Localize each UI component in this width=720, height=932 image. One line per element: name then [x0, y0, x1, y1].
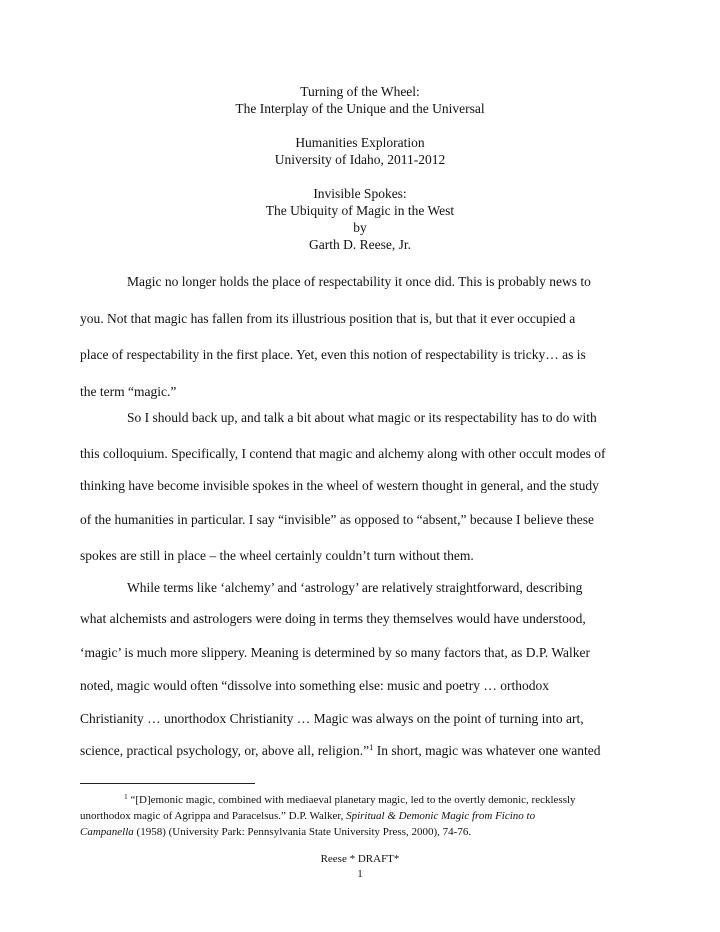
- body-line: thinking have become invisible spokes in the wheel of western thought in general, and the study: [80, 478, 599, 493]
- body-line: of the humanities in particular. I say “invisible” as opposed to “absent,” because I believe these: [80, 512, 594, 527]
- page-footer: [80, 852, 640, 882]
- draft-label: Reese * DRAFT*: [320, 853, 400, 865]
- body-line: you. Not that magic has fallen from its illustrious position that is, but that it ever occupied a: [80, 311, 576, 326]
- byline-by: by: [353, 220, 367, 235]
- book-title: Spiritual & Demonic Magic from Ficino to: [346, 810, 536, 822]
- body-line: place of respectability in the first place. Yet, even this notion of respectability is tricky… as is: [80, 347, 586, 362]
- footnote-reference[interactable]: 1: [369, 742, 374, 752]
- main-title: Turning of the Wheel:: [300, 84, 420, 99]
- body-line: Magic no longer holds the place of respectability it once did. This is probably news to: [127, 274, 591, 289]
- body-line: the term “magic.”: [80, 384, 177, 399]
- footnote-divider: [80, 783, 255, 784]
- footnote: [80, 792, 652, 840]
- footnote-line: Campanella (1958) (University Park: Pennsylvania State University Press, 2000), 74-76.: [80, 826, 472, 838]
- body-line: Christianity … unorthodox Christianity … Magic was always on the point of turning into art,: [80, 711, 584, 726]
- subtitle: The Interplay of the Unique and the Universal: [235, 101, 485, 116]
- title-block: [80, 83, 640, 117]
- program-block: [80, 134, 640, 168]
- body-text-segment: science, practical psychology, or, above all, religion.”: [80, 743, 370, 758]
- body-text-segment: In short, magic was whatever one wanted: [373, 743, 601, 758]
- page-number: 1: [357, 868, 363, 880]
- essay-title-block: [80, 185, 640, 253]
- body-line: what alchemists and astrologers were doing in terms they themselves would have understood,: [80, 611, 586, 626]
- body-line-with-footnote: [80, 741, 601, 761]
- body-line: noted, magic would often “dissolve into something else: music and poetry … orthodox: [80, 678, 550, 693]
- body-line: this colloquium. Specifically, I contend that magic and alchemy along with other occult modes of: [80, 446, 606, 461]
- footnote-marker: 1: [124, 792, 128, 801]
- body-line: So I should back up, and talk a bit about what magic or its respectability has to do with: [127, 410, 597, 425]
- body-line: ‘magic’ is much more slippery. Meaning is determined by so many factors that, as D.P. Walker: [80, 645, 591, 660]
- book-title: Campanella: [80, 826, 134, 838]
- body-line: spokes are still in place – the wheel certainly couldn’t turn without them.: [80, 548, 474, 563]
- institution: University of Idaho, 2011-2012: [274, 152, 446, 167]
- footnote-line: $^1$ “[D]emonic magic, combined with mediaeval planetary magic, led to the overtly demonic, recklessly: [124, 792, 576, 806]
- footnote-line: unorthodox magic of Agrippa and Paracelsus.” D.P. Walker, Spiritual & Demonic Magic from Ficino to: [80, 810, 536, 822]
- essay-title: Invisible Spokes:: [313, 186, 407, 201]
- program-name: Humanities Exploration: [295, 135, 425, 150]
- author-name: Garth D. Reese, Jr.: [309, 237, 411, 252]
- essay-subtitle: The Ubiquity of Magic in the West: [265, 203, 455, 218]
- body-line: While terms like ‘alchemy’ and ‘astrology’ are relatively straightforward, describing: [127, 580, 583, 595]
